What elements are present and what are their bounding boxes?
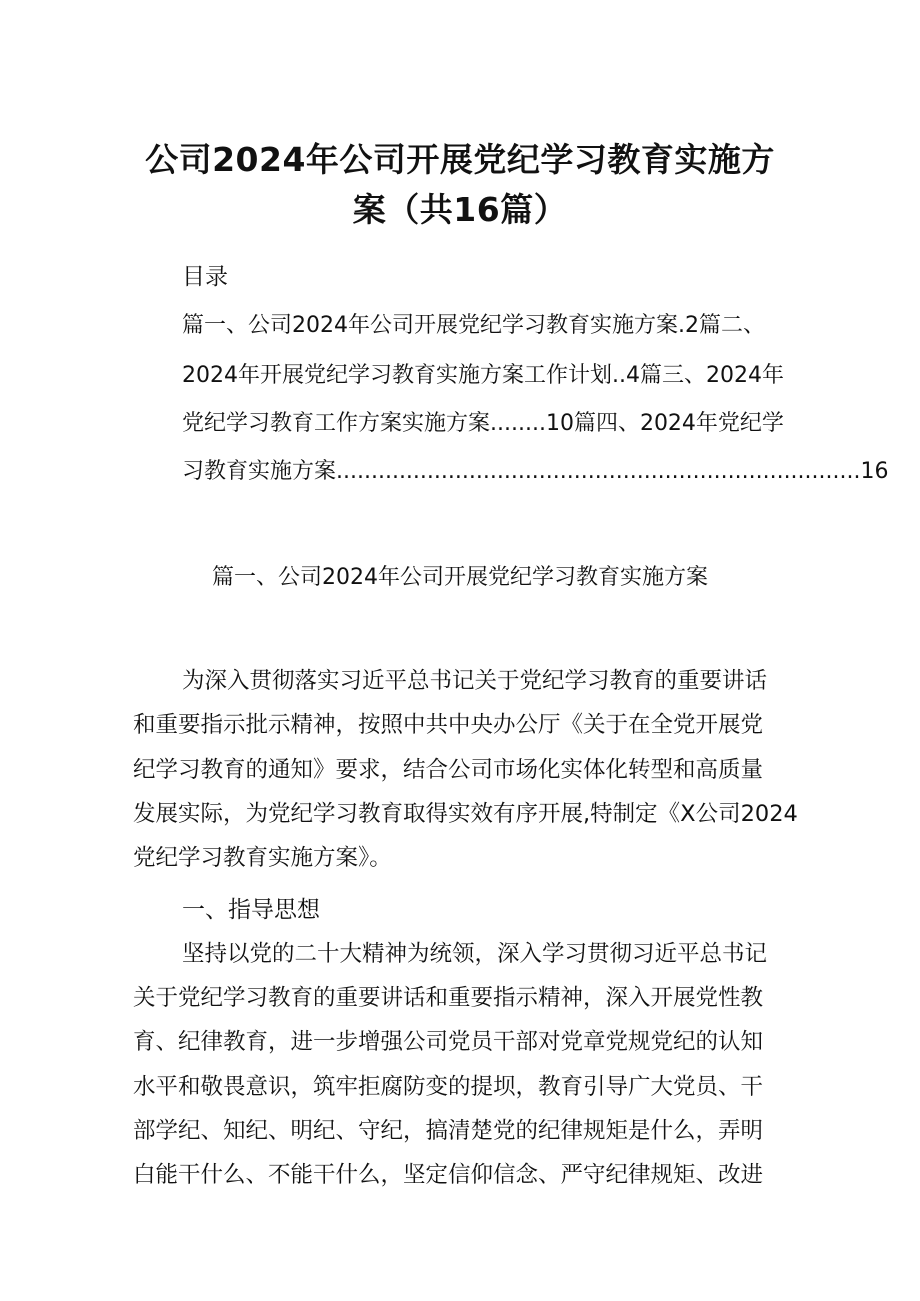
toc-line: 2024年开展党纪学习教育实施方案工作计划..4篇三、2024年: [182, 363, 784, 388]
paragraph-line: 部学纪、知纪、明纪、守纪，搞清楚党的纪律规矩是什么，弄明: [133, 1118, 764, 1144]
paragraph-line: 关于党纪学习教育的重要讲话和重要指示精神，深入开展党性教: [133, 985, 764, 1011]
paragraph-line: 发展实际，为党纪学习教育取得实效有序开展,特制定《X公司2024: [133, 801, 798, 827]
document-title-line-1: 公司2024年公司开展党纪学习教育实施方: [145, 140, 775, 179]
toc-line: 党纪学习教育工作方案实施方案........10篇四、2024年党纪学: [182, 411, 784, 436]
paragraph-line: 为深入贯彻落实习近平总书记关于党纪学习教育的重要讲话: [182, 668, 768, 694]
paragraph-line: 和重要指示批示精神，按照中共中央办公厅《关于在全党开展党: [133, 712, 764, 738]
paragraph-line: 白能干什么、不能干什么，坚定信仰信念、严守纪律规矩、改进: [133, 1162, 764, 1188]
toc-line: 篇一、公司2024年公司开展党纪学习教育实施方案.2篇二、: [182, 313, 765, 338]
section-title: 篇一、公司2024年公司开展党纪学习教育实施方案: [212, 565, 708, 590]
paragraph-line: 党纪学习教育实施方案》。: [133, 845, 392, 871]
paragraph-line: 水平和敬畏意识，筑牢拒腐防变的提坝，教育引导广大党员、干: [133, 1074, 764, 1100]
paragraph-line: 育、纪律教育，进一步增强公司党员干部对党章党规党纪的认知: [133, 1029, 764, 1055]
toc-heading: 目录: [182, 264, 228, 290]
paragraph-line: 纪学习教育的通知》要求，结合公司市场化实体化转型和高质量: [133, 757, 764, 783]
toc-line: 习教育实施方案...........................................................................16: [182, 459, 889, 484]
paragraph-line: 坚持以党的二十大精神为统领，深入学习贯彻习近平总书记: [182, 941, 768, 967]
document-title-line-2: 案（共16篇）: [352, 190, 568, 229]
section-heading: 一、指导思想: [182, 897, 320, 923]
